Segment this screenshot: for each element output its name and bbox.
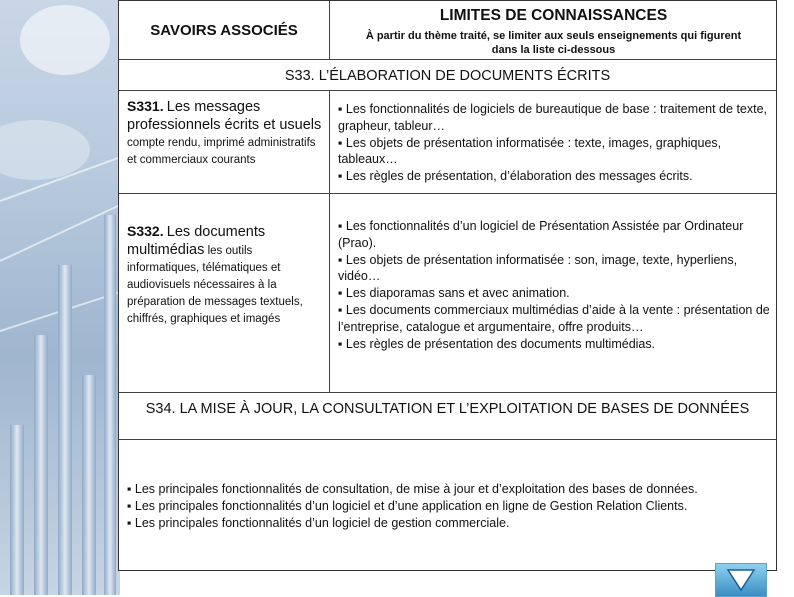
s331-name: Les messages professionnels écrits et usuels (127, 99, 322, 133)
list-item: ▪ Les principales fonctionnalités d’un logiciel de gestion commerciale. (127, 516, 510, 530)
s331-label (127, 98, 327, 169)
header-limites (331, 1, 776, 59)
limites-subtitle: À partir du thème traité, se limiter aux seuls enseignements qui figurent dans la liste ci-dessous (365, 30, 742, 56)
s332-name: Les documents multimédias (127, 224, 266, 258)
list-item: ▪ Les principales fonctionnalités de consultation, de mise à jour et d’exploitation des bases de données. (127, 482, 698, 496)
side-decoration (0, 0, 120, 595)
section-s33-title: S33. L’ÉLABORATION DE DOCUMENTS ÉCRITS (284, 68, 611, 84)
knowledge-table (118, 0, 777, 571)
list-item: ▪ Les diaporamas sans et avec animation. (338, 286, 570, 301)
s332-code: S332. (127, 223, 164, 239)
savoirs-title: SAVOIRS ASSOCIÉS (150, 21, 298, 39)
s331-detail: compte rendu, imprimé administratifs et commerciaux courants (127, 137, 316, 166)
limites-title: LIMITES DE CONNAISSANCES (439, 7, 668, 24)
s331-code: S331. (127, 98, 164, 114)
next-slide-button[interactable] (715, 563, 767, 597)
list-item: ▪ Les objets de présentation informatisée : son, image, texte, hyperliens, vidéo… (338, 252, 738, 284)
arrow-down-icon (726, 567, 756, 593)
list-item: ▪ Les objets de présentation informatisée : texte, images, graphiques, tableaux… (338, 135, 722, 167)
s332-detail: les outils informatiques, télématiques et audiovisuels nécessaires à la préparation de messages textuels, chiffrés, graphiques et imagés (127, 245, 303, 325)
s332-label (127, 223, 327, 328)
section-s34-title: S34. LA MISE À JOUR, LA CONSULTATION ET L’EXPLOITATION DE BASES DE DONNÉES (145, 401, 750, 417)
list-item: ▪ Les règles de présentation, d’élaboration des messages écrits. (338, 169, 693, 184)
list-item: ▪ Les fonctionnalités de logiciels de bureautique de base : traitement de texte, grapheur, tableur… (338, 102, 768, 133)
s331-limits (338, 101, 770, 185)
s34-limits (127, 481, 770, 532)
list-item: ▪ Les principales fonctionnalités d’un logiciel et d’une application en ligne de Gestion Relation Clients. (127, 499, 688, 513)
list-item: ▪ Les règles de présentation des documents multimédias. (338, 336, 656, 351)
header-savoirs (119, 1, 329, 59)
list-item: ▪ Les documents commerciaux multimédias d’aide à la vente : présentation de l’entreprise, catalogue et argumentaire, offre produits… (338, 302, 770, 334)
list-item: ▪ Les fonctionnalités d’un logiciel de Présentation Assistée par Ordinateur (Prao). (338, 219, 744, 250)
s332-limits (338, 218, 770, 352)
